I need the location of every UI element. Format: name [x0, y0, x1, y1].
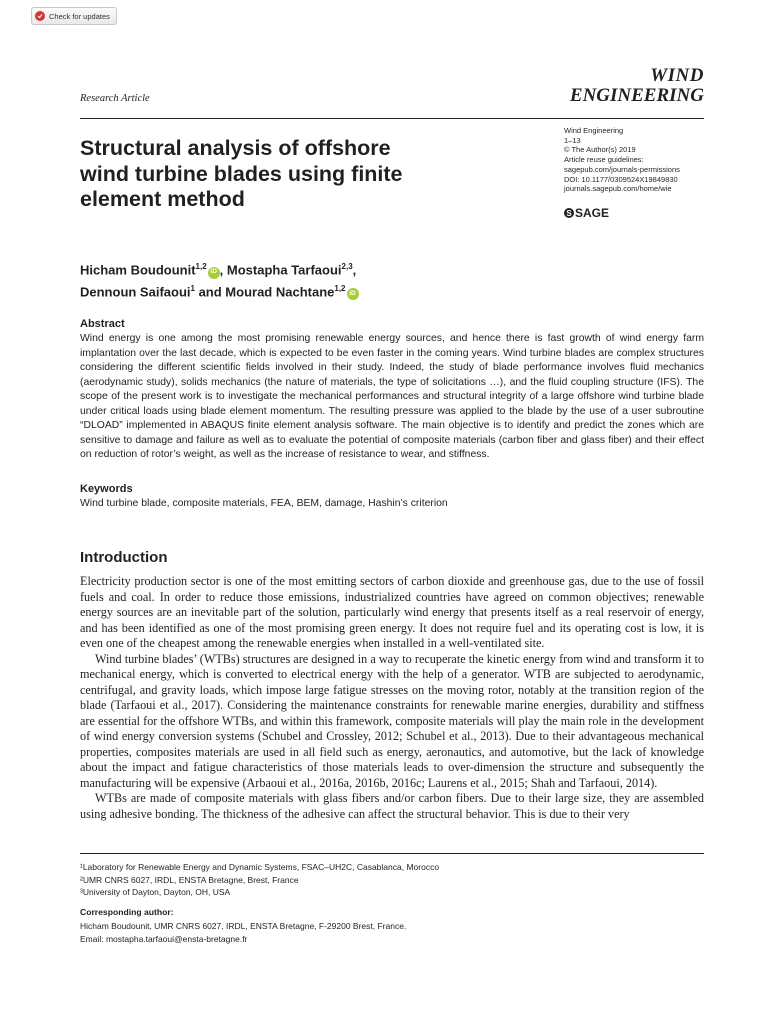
author-affiliation-marker: 1: [190, 283, 195, 293]
keywords-heading: Keywords: [80, 483, 133, 495]
sage-logo: [564, 206, 609, 220]
meta-journal: Wind Engineering: [564, 126, 624, 135]
affiliation-footnote: ¹Laboratory for Renewable Energy and Dynamic Systems, FSAC–UH2C, Casablanca, Morocco: [80, 862, 440, 872]
meta-pages: 1–13: [564, 135, 581, 145]
keywords-text: Wind turbine blade, composite materials, FEA, BEM, damage, Hashin’s criterion: [80, 498, 448, 509]
affiliation-footnotes: [80, 861, 439, 899]
orcid-icon[interactable]: iD: [347, 288, 359, 300]
author-list: [80, 258, 500, 302]
article-title: Structural analysis of offshore wind turbine blades using finite element method: [80, 136, 403, 211]
author-name: Mourad Nachtane: [225, 284, 335, 300]
meta-reuse-link[interactable]: sagepub.com/journals-permissions: [564, 164, 680, 174]
corresponding-email[interactable]: Email: mostapha.tarfaoui@ensta-bretagne.fr: [80, 934, 248, 944]
author-separator: ,: [219, 262, 227, 278]
corresponding-author-heading: Corresponding author:: [80, 907, 174, 917]
author-affiliation-marker: 2,3: [341, 262, 353, 271]
header-divider: [80, 118, 704, 119]
author-separator: and: [194, 284, 226, 300]
abstract-text: Wind energy is one among the most promising renewable energy sources, and hence there is fast growth of wind energy farm implantation over the last decade, which is expected to be even faster in the coming years. Wind turbine blades are complex structures considering the different scientific fields involved in their study. Indeed, the study of blade performance involves fluid mechanics (aerodynamic study), solids mechanics (the nature of materials, the type of solicitations …), and the fluid coupling structure (IFS). The scope of the present work is to investigate the mechanical performances and structural integrity of a large offshore wind turbine blade under critical loads using blade element momentum. The resulting pressure was applied to the blade by the use of a user subroutine “DLOAD” implemented in ABAQUS finite element analysis software. The main objective is to identify and predict the zones which are sensitive to damage and failure as well as to evaluate the potential of composite materials (carbon fiber and glass fiber) and their effect on reduction of rotor’s weight, as well as the increase of resistance to wear, and stiffness.: [80, 333, 704, 460]
sage-s-icon: S: [564, 208, 574, 218]
body-paragraph: Electricity production sector is one of the most emitting sectors of carbon dioxide and greenhouse gas, due to the use of fossil fuels and coal. In order to reduce those emissions, industrialized countries have agreed on common objectives; renewable energy sources are an inevitable part of the solution, particularly wind energy that presents itself as a real reservoir of energy, and has been identified as one of the most promising green energy. It does not require fuel and its operating cost is low, it is even one of the cheapest among the renewable energies when installed in a well-ventilated site.: [80, 574, 704, 650]
meta-homepage-link[interactable]: journals.sagepub.com/home/wie: [564, 184, 672, 194]
check-updates-icon: [35, 11, 45, 21]
journal-logo-line2: ENGINEERING: [569, 85, 704, 106]
corresponding-address: Hicham Boudounit, UMR CNRS 6027, IRDL, ENSTA Bretagne, F-29200 Brest, France.: [80, 921, 407, 931]
sage-logo-text: SAGE: [575, 206, 610, 220]
check-updates-label: Check for updates: [49, 11, 110, 21]
journal-logo-line1: WIND: [650, 65, 704, 86]
meta-copyright: © The Author(s) 2019: [564, 145, 636, 155]
journal-logo: [570, 66, 704, 106]
corresponding-author-details: [80, 920, 406, 946]
article-type: Research Article: [80, 93, 150, 104]
abstract-heading: Abstract: [80, 318, 125, 330]
body-paragraph: Wind turbine blades’ (WTBs) structures are designed in a way to recuperate the kinetic energy from wind and transform it to mechanical energy, which is converted to electrical energy with the help of a generator. WTB are subjected to aerodynamic, centrifugal, and gravity loads, which impose large fatigue stresses on the moving rotor, notably at the transition region of the blade (Tarfaoui et al., 2017). Considering the maintenance constraints for renewable marine energies, durability and stiffness are essential for the offshore WTBs, and within this framework, composite materials will play the main role in the development of wind energy conversion systems (Schubel and Crossley, 2012; Schubel et al., 2013). Due to their advantageous mechanical properties, composites materials are used in all field such as energy, aeronautics, and automotive, but the lack of knowledge about the impact and fatigue characteristics of those materials leads to over-dimension the structure and subsequently the manufacturing will be expensive (Arbaoui et al., 2016a, 2016b, 2016c; Laurens et al., 2015; Shah and Tarfaoui, 2014).: [80, 651, 704, 790]
footnote-divider: [80, 853, 704, 854]
introduction-heading: Introduction: [80, 549, 168, 566]
affiliation-footnote: ²UMR CNRS 6027, IRDL, ENSTA Bretagne, Brest, France: [80, 874, 299, 885]
body-paragraph: WTBs are made of composite materials with glass fibers and/or carbon fibers. Due to their large size, they are assembled using adhesive bonding. The thickness of the adhesive can affect the structural behavior. This is due to their very: [80, 791, 704, 821]
introduction-body: [80, 574, 704, 822]
check-for-updates-button[interactable]: [31, 7, 117, 25]
author-name: Mostapha Tarfaoui: [226, 262, 342, 278]
meta-doi[interactable]: DOI: 10.1177/0309524X19849830: [564, 174, 678, 184]
author-separator: ,: [352, 262, 357, 278]
author-name: Hicham Boudounit: [80, 262, 196, 278]
meta-reuse-label: Article reuse guidelines:: [564, 155, 644, 165]
author-affiliation-marker: 1,2: [334, 283, 346, 293]
affiliation-footnote: ³University of Dayton, Dayton, OH, USA: [80, 887, 231, 897]
journal-metadata: [564, 126, 680, 194]
author-name: Dennoun Saifaoui: [80, 284, 191, 300]
orcid-icon[interactable]: iD: [208, 267, 220, 279]
author-affiliation-marker: 1,2: [195, 262, 207, 271]
